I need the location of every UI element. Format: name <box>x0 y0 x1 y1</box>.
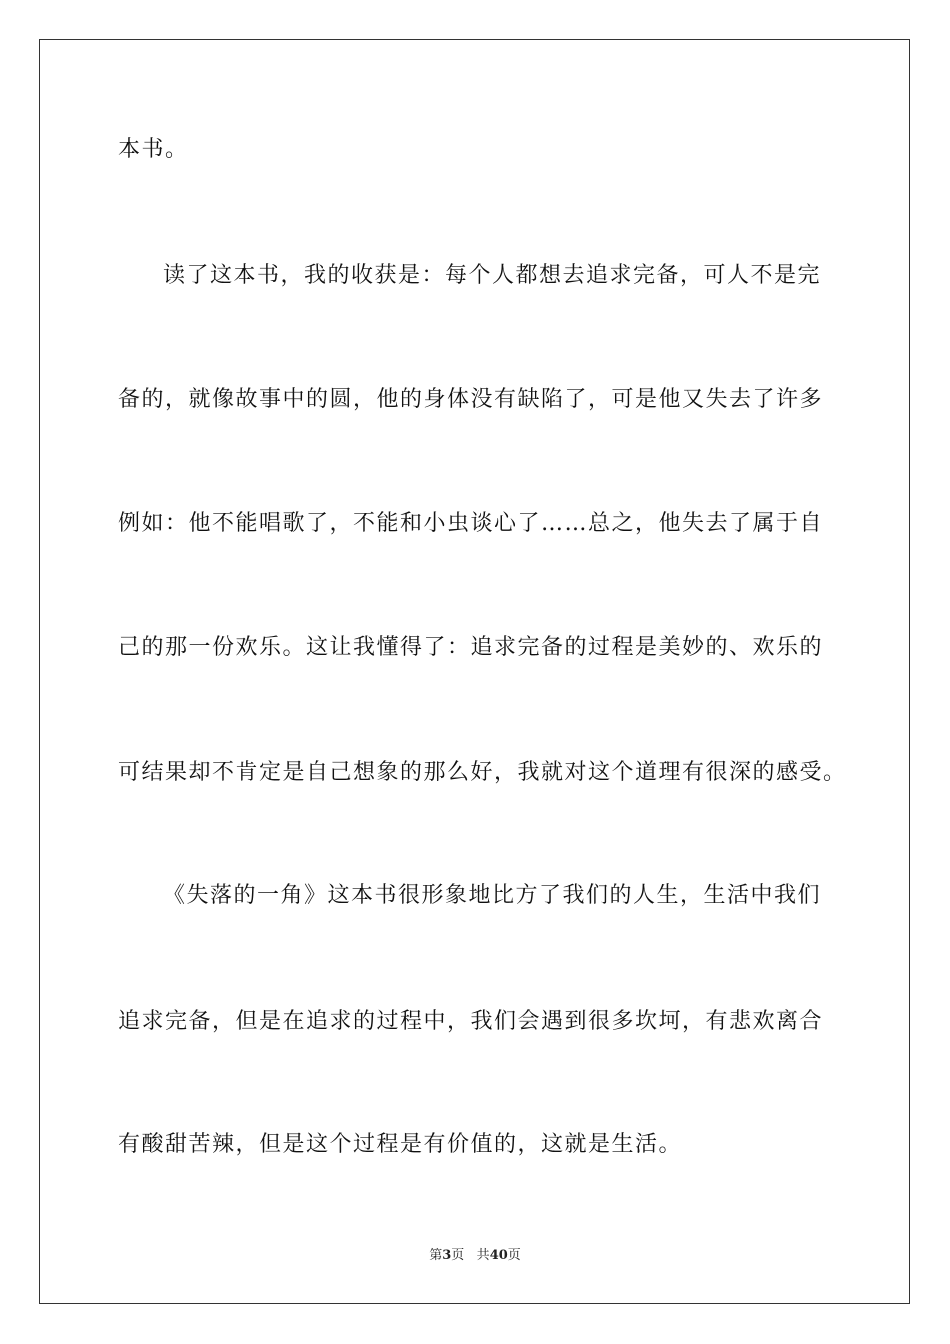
text-line-8: 追求完备，但是在追求的过程中，我们会遇到很多坎坷，有悲欢离合 <box>118 1009 824 1034</box>
text-line-3: 备的，就像故事中的圆，他的身体没有缺陷了，可是他又失去了许多 <box>118 387 824 412</box>
page-footer <box>0 1247 950 1265</box>
total-suffix: 页 <box>507 1248 521 1263</box>
text-line-6: 可结果却不肯定是自己想象的那么好，我就对这个道理有很深的感受。 <box>118 760 847 785</box>
total-prefix: 共 <box>476 1248 490 1263</box>
page-total: 40 <box>489 1248 508 1263</box>
page-current: 3 <box>442 1248 452 1263</box>
text-line-2: 读了这本书，我的收获是：每个人都想去追求完备，可人不是完 <box>163 263 822 288</box>
page-prefix: 第 <box>429 1248 443 1263</box>
text-line-7: 《失落的一角》这本书很形象地比方了我们的人生，生活中我们 <box>163 883 822 908</box>
page-border <box>39 39 910 1304</box>
text-line-1: 本书。 <box>118 137 189 162</box>
text-line-9: 有酸甜苦辣，但是这个过程是有价值的，这就是生活。 <box>118 1132 683 1157</box>
text-line-4: 例如：他不能唱歌了，不能和小虫谈心了……总之，他失去了属于自 <box>118 511 824 536</box>
page-suffix: 页 <box>451 1248 465 1263</box>
text-line-5: 己的那一份欢乐。这让我懂得了：追求完备的过程是美妙的、欢乐的 <box>118 635 824 660</box>
